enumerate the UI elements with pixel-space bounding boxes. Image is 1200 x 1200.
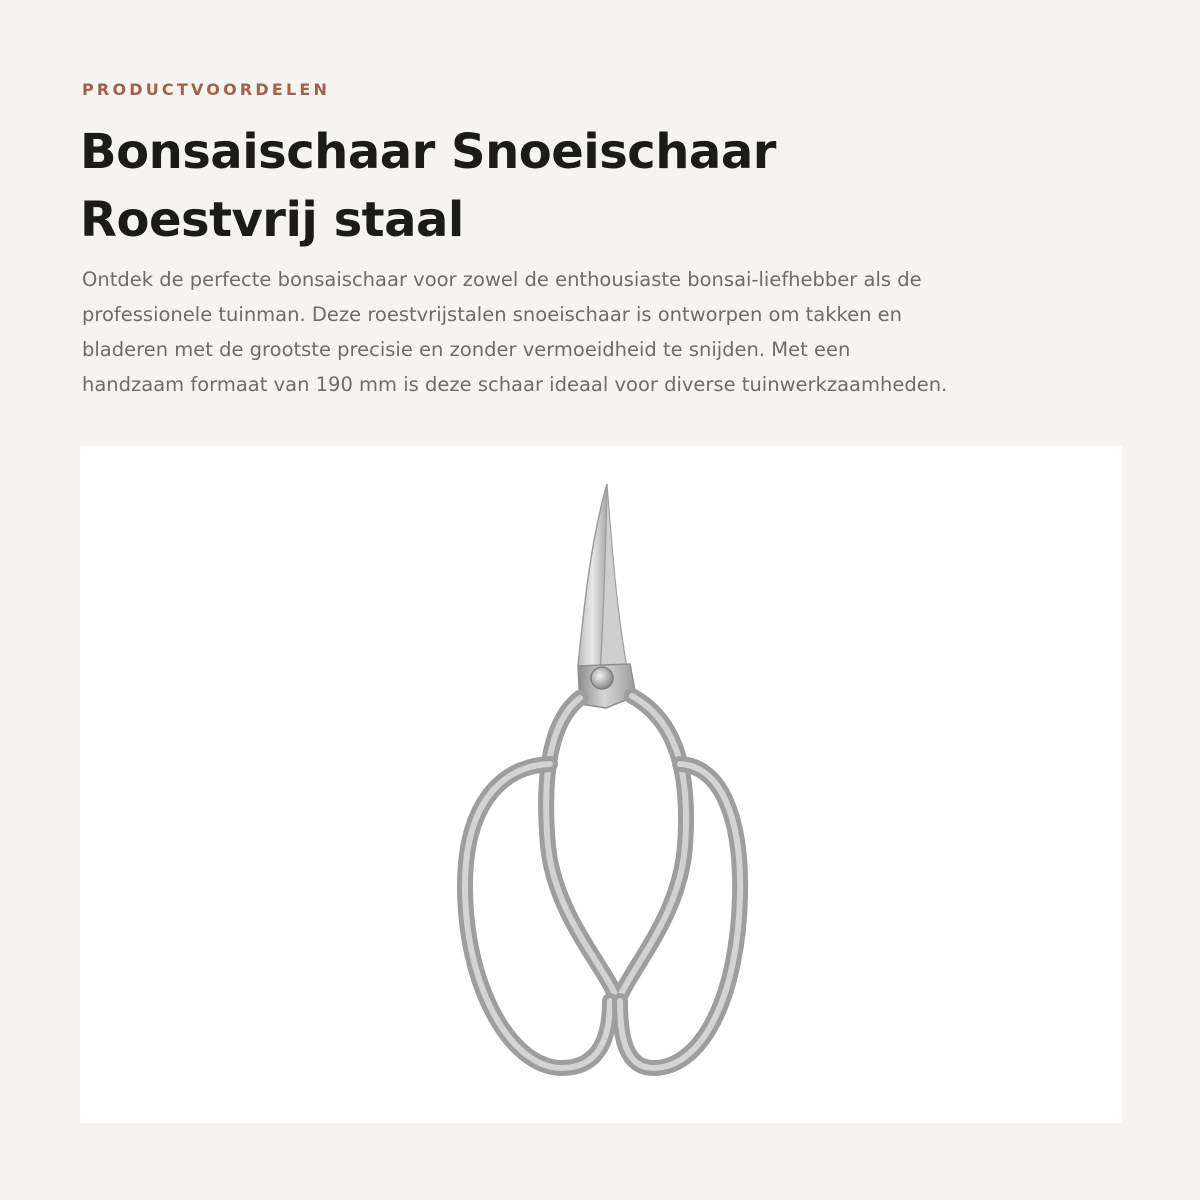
product-title (80, 118, 1080, 254)
description-line-1: Ontdek de perfecte bonsaischaar voor zowel de enthousiaste bonsai-liefhebber als de (82, 268, 922, 291)
product-title-line-1: Bonsaischaar Snoeischaar (80, 124, 776, 180)
description-line-2: professionele tuinman. Deze roestvrijstalen snoeischaar is ontworpen om takken en (82, 303, 903, 326)
description-line-3: bladeren met de grootste precisie en zonder vermoeidheid te snijden. Met een (82, 338, 851, 361)
product-image (80, 446, 1122, 1123)
description-line-4: handzaam formaat van 190 mm is deze schaar ideaal voor diverse tuinwerkzaamheden. (82, 373, 948, 396)
scissors-pivot-screw (591, 667, 613, 689)
product-title-line-2: Roestvrij staal (80, 192, 464, 248)
product-description (82, 262, 1132, 402)
scissors-inner-handle (546, 696, 686, 1001)
bonsai-scissors-icon (80, 446, 1122, 1123)
section-eyebrow: PRODUCTVOORDELEN (82, 80, 331, 99)
scissors-left-handle (465, 764, 610, 1068)
